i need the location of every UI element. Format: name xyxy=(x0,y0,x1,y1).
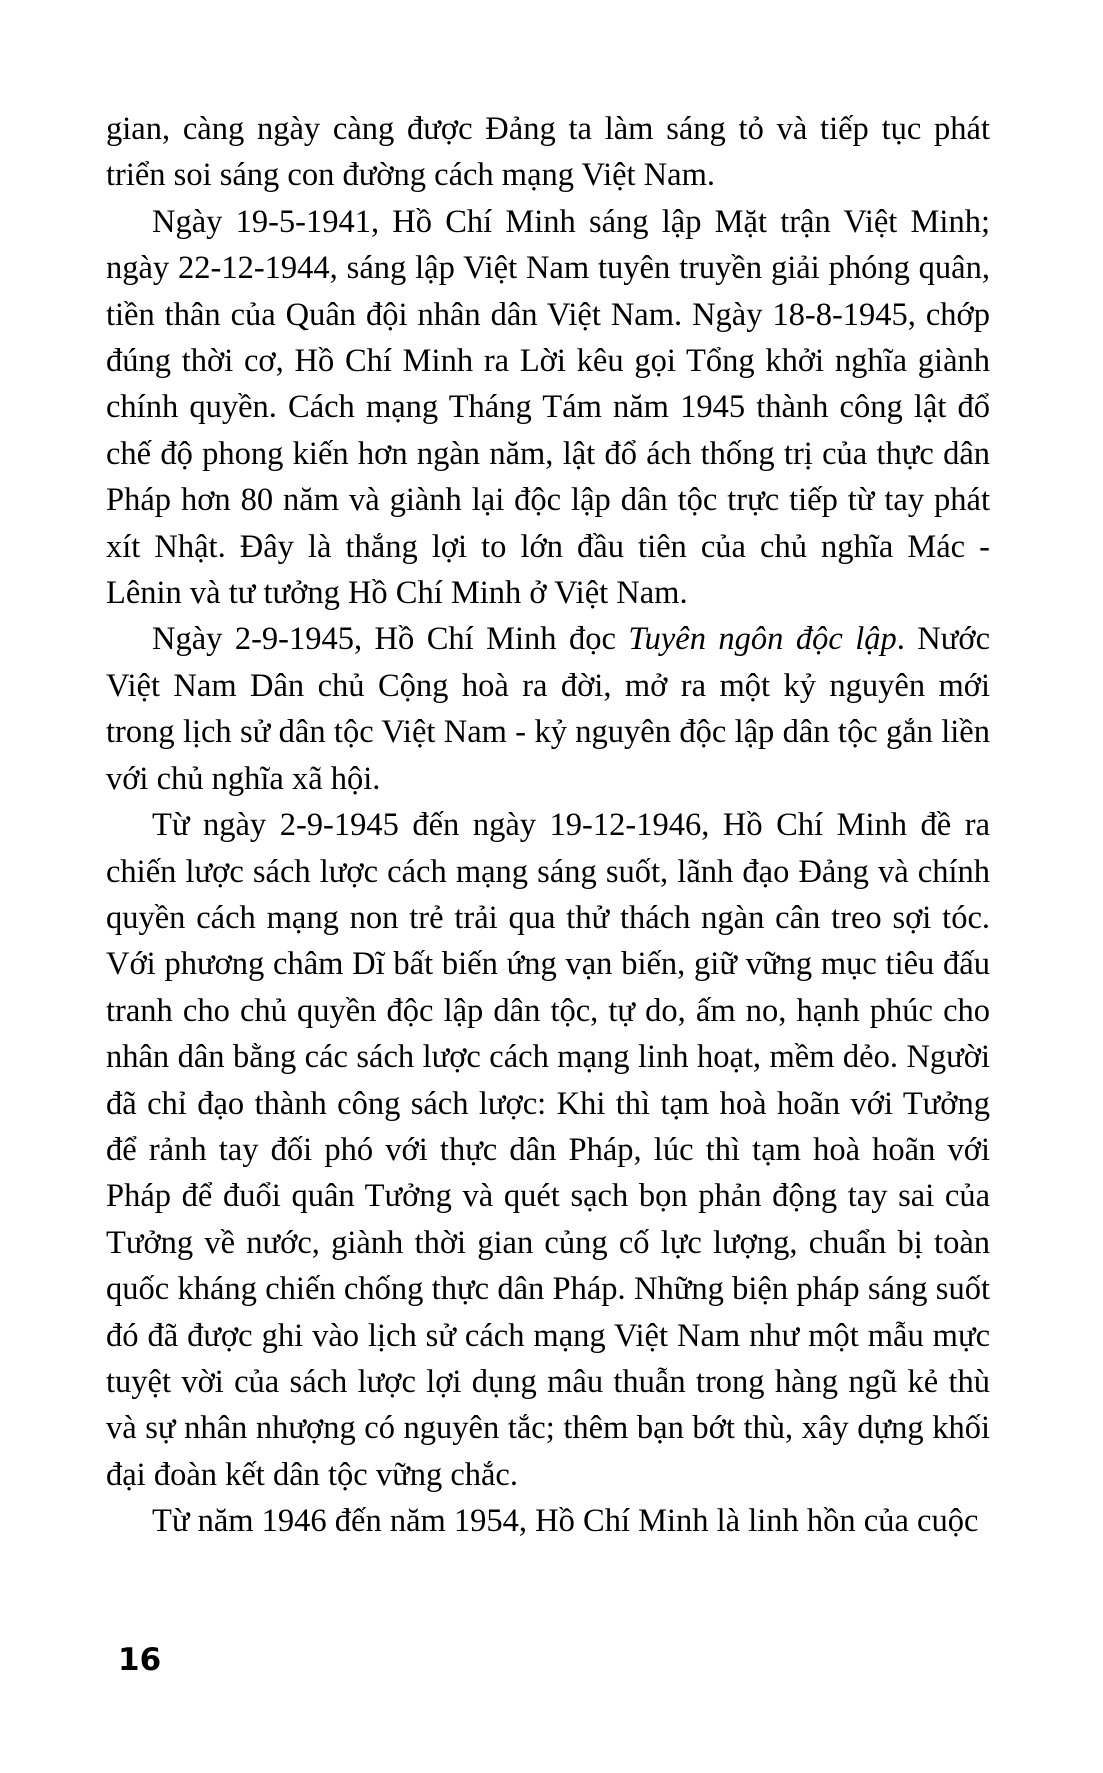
page-number: 16 xyxy=(118,1642,162,1678)
italic-text: Tuyên ngôn độc lập xyxy=(628,621,897,658)
text-run: gian, càng ngày càng được Đảng ta làm sáng tỏ và tiếp tục phát triển soi sáng con đường cách mạng Việt Nam. xyxy=(106,111,990,194)
text-run: Từ năm 1946 đến năm 1954, Hồ Chí Minh là linh hồn của cuộc xyxy=(152,1503,979,1540)
text-run: Từ ngày 2-9-1945 đến ngày 19-12-1946, Hồ Chí Minh đề ra chiến lược sách lược cách mạng sáng suốt, lãnh đạo Đảng và chính quyền cách mạng non trẻ trải qua thử thách ngàn cân treo sợi tóc. Với phương châm Dĩ bất biến ứng vạn biến, giữ vững mục tiêu đấu tranh cho chủ quyền độc lập dân tộc, tự do, ấm no, hạnh phúc cho nhân dân bằng các sách lược cách mạng linh hoạt, mềm dẻo. Người đã chỉ đạo thành công sách lược: Khi thì tạm hoà hoãn với Tưởng để rảnh tay đối phó với thực dân Pháp, lúc thì tạm hoà hoãn với Pháp để đuổi quân Tưởng và quét sạch bọn phản động tay sai của Tưởng về nước, giành thời gian củng cố lực lượng, chuẩn bị toàn quốc kháng chiến chống thực dân Pháp. Những biện pháp sáng suốt đó đã được ghi vào lịch sử cách mạng Việt Nam như một mẫu mực tuyệt vời của sách lược lợi dụng mâu thuẫn trong hàng ngũ kẻ thù và sự nhân nhượng có nguyên tắc; thêm bạn bớt thù, xây dựng khối đại đoàn kết dân tộc vững chắc. xyxy=(106,807,990,1493)
text-run: Ngày 2-9-1945, Hồ Chí Minh đọc xyxy=(152,621,629,658)
paragraph xyxy=(106,616,990,802)
text-run: Ngày 19-5-1941, Hồ Chí Minh sáng lập Mặt trận Việt Minh; ngày 22-12-1944, sáng lập Việt Nam tuyên truyền giải phóng quân, tiền thân của Quân đội nhân dân Việt Nam. Ngày 18-8-1945, chớp đúng thời cơ, Hồ Chí Minh ra Lời kêu gọi Tổng khởi nghĩa giành chính quyền. Cách mạng Tháng Tám năm 1945 thành công lật đổ chế độ phong kiến hơn ngàn năm, lật đổ ách thống trị của thực dân Pháp hơn 80 năm và giành lại độc lập dân tộc trực tiếp từ tay phát xít Nhật. Đây là thắng lợi to lớn đầu tiên của chủ nghĩa Mác - Lênin và tư tưởng Hồ Chí Minh ở Việt Nam. xyxy=(106,203,990,612)
paragraph xyxy=(106,199,990,617)
paragraph xyxy=(106,106,990,199)
text-run: . Nước Việt Nam Dân chủ Cộng hoà ra đời, mở ra một kỷ nguyên mới trong lịch sử dân tộc Việt Nam - kỷ nguyên độc lập dân tộc gắn liền với chủ nghĩa xã hội. xyxy=(106,621,990,797)
paragraph xyxy=(106,802,990,1498)
paragraph xyxy=(106,1498,990,1544)
body-text xyxy=(106,106,990,1545)
